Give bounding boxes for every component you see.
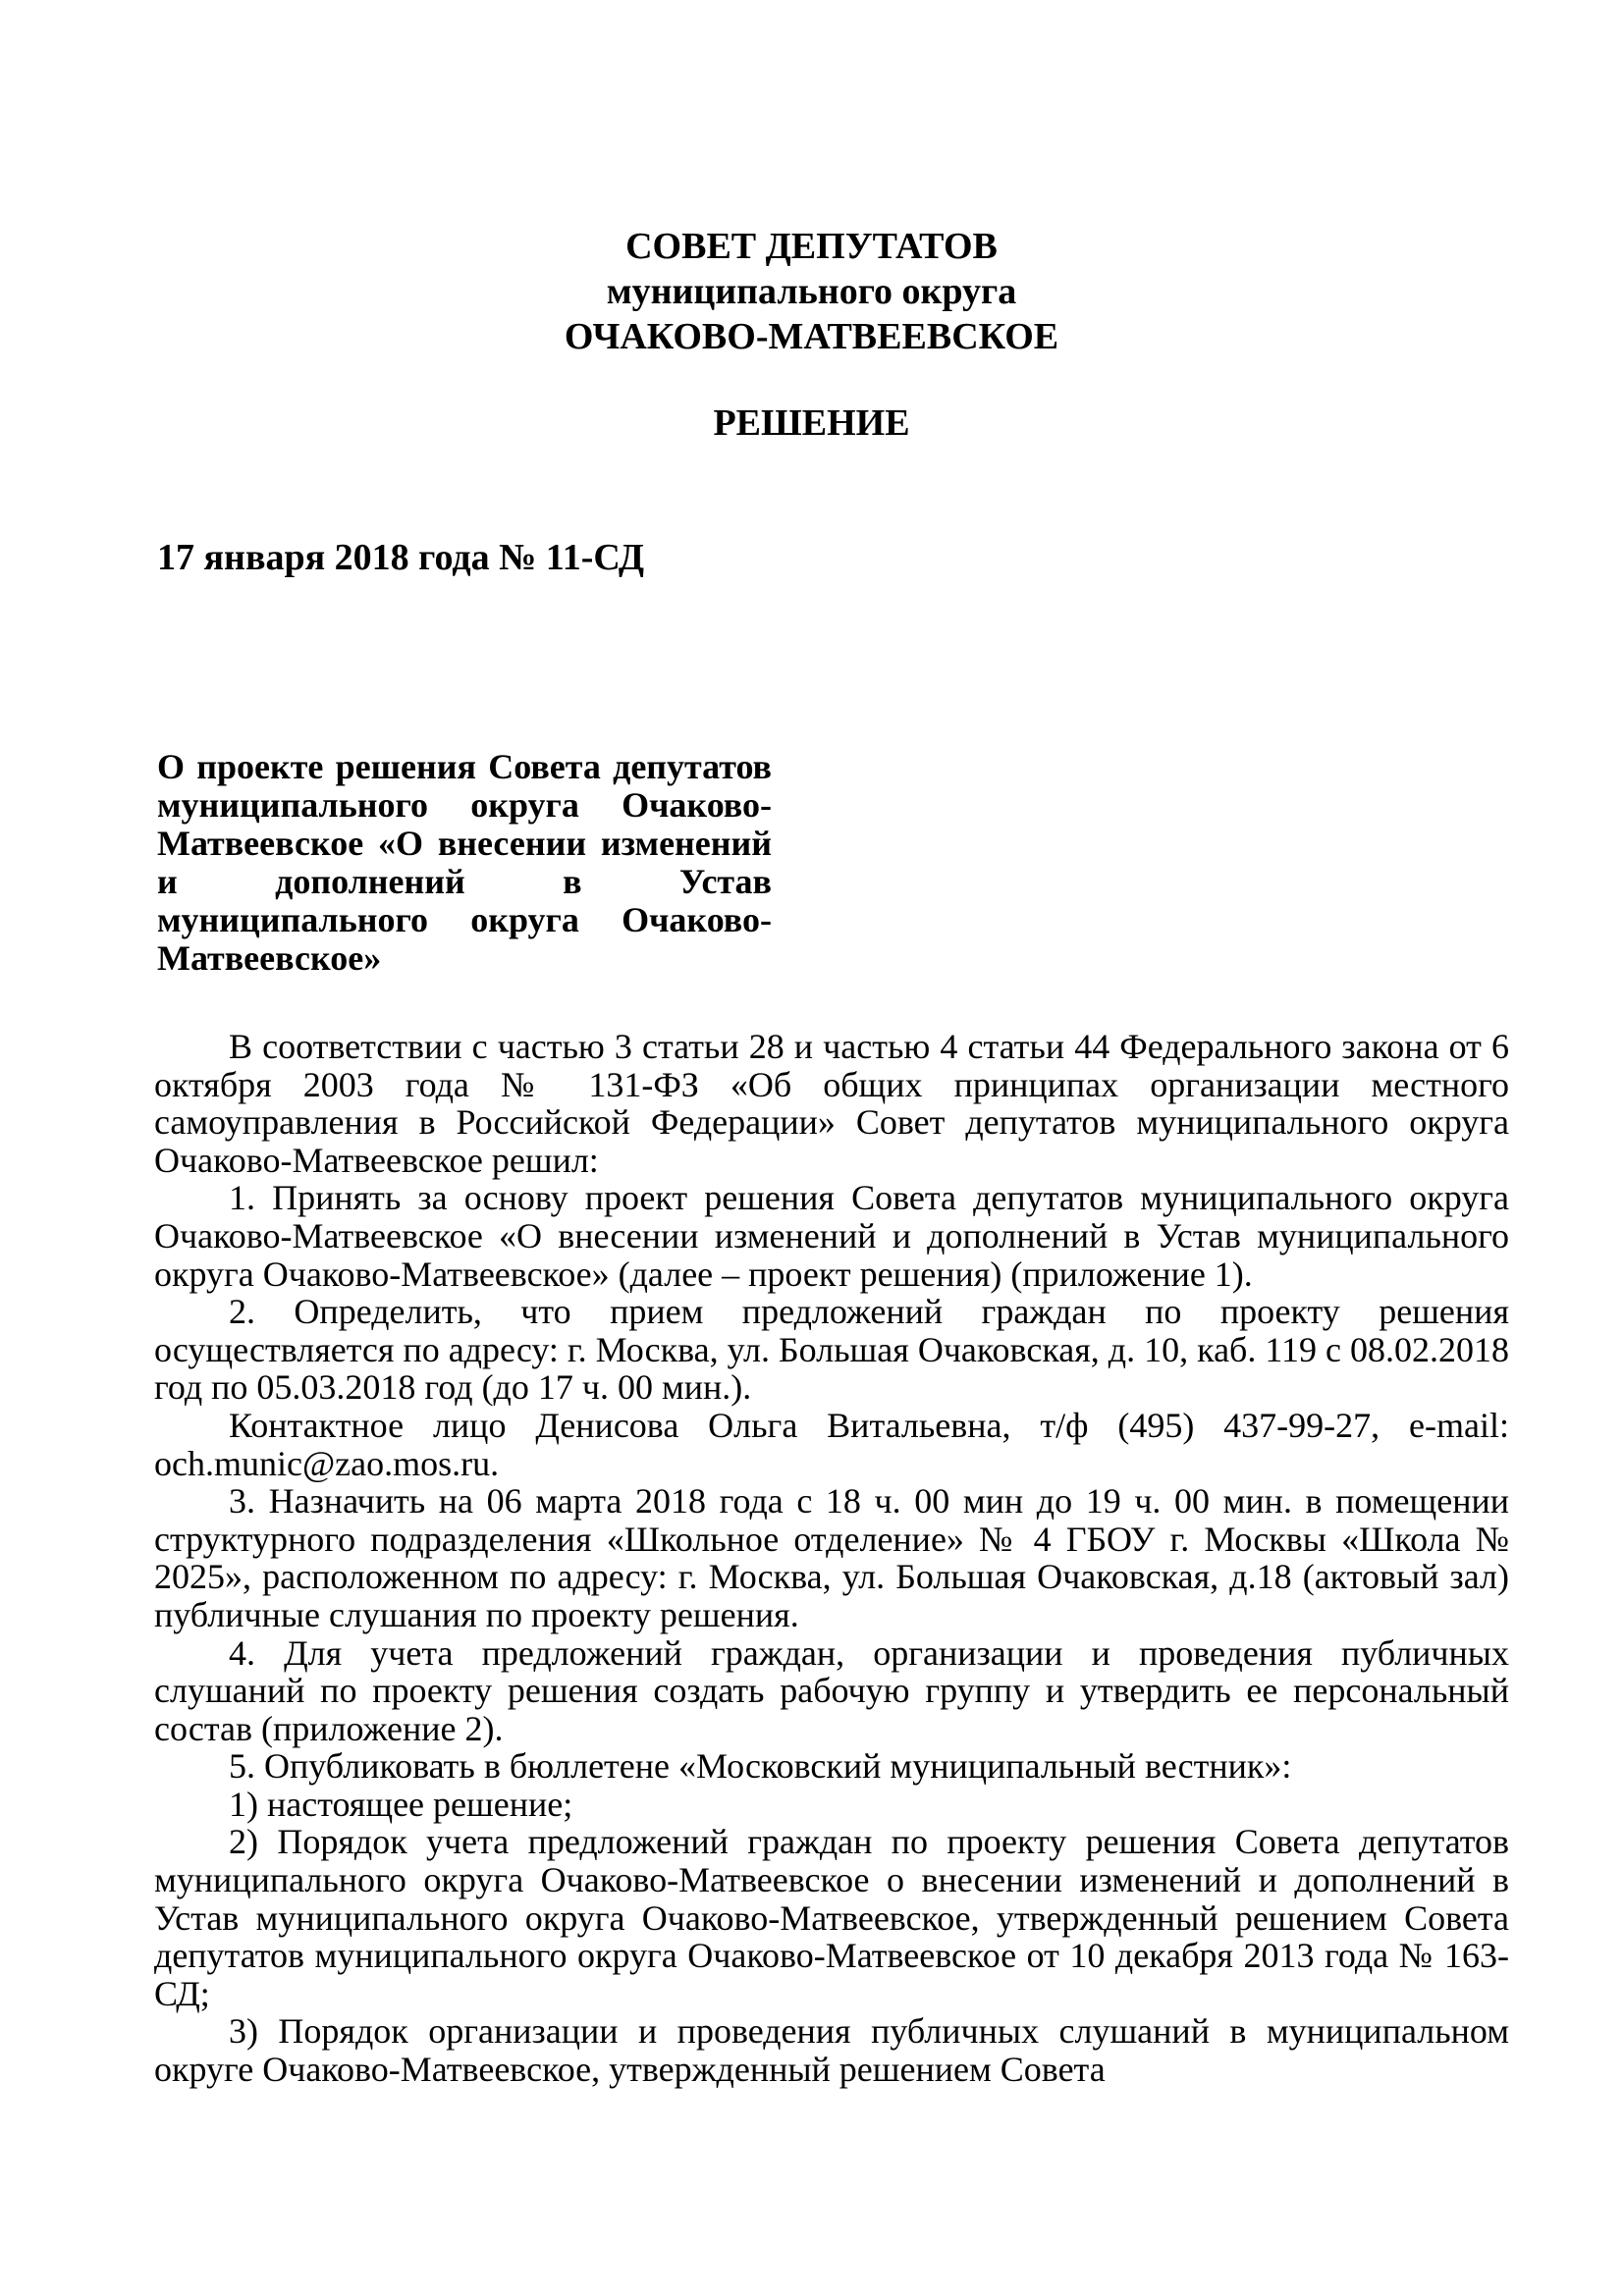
document-body [154,1028,1509,2089]
clause-5-paragraph: 5. Опубликовать в бюллетене «Московский муниципальный вестник»: [229,1746,1292,1787]
clause-3-paragraph: 3. Назначить на 06 марта 2018 года с 18 ч. 00 мин до 19 ч. 00 мин. в помещении структурного подразделения «Школьное отделение» № 4 ГБОУ г. Москвы «Школа № 2025», расположенном по адресу: г. Москва, ул. Большая Очаковская, д.18 (актовый зал) публичные слушания по проекту решения. [154,1481,1509,1634]
clause-2-paragraph: 2. Определить, что прием предложений граждан по проекту решения осуществляется по адресу: г. Москва, ул. Большая Очаковская, д. 10, каб. 119 с 08.02.2018 год по 05.03.2018 год (до 17 ч. 00 мин.). [154,1292,1510,1408]
decision-subject: О проекте решения Совета депутатов муниципального округа Очаково-Матвеевское «О внесении изменений и дополнений в Устав муниципального округа Очаково-Матвеевское» [157,747,772,978]
clause-5-item-3: 3) Порядок организации и проведения публичных слушаний в муниципальном округе Очаково-Матвеевское, утвержденный решением Совета [154,2011,1509,2090]
clause-1-paragraph: 1. Принять за основу проект решения Совета депутатов муниципального округа Очаково-Матвеевское «О внесении изменений и дополнений в Устав муниципального округа Очаково-Матвеевское» (далее – проект решения) (приложение 1). [154,1178,1509,1294]
document-type-title: РЕШЕНИЕ [713,402,910,444]
clause-5-item-2: 2) Порядок учета предложений граждан по проекту решения Совета депутатов муниципального округа Очаково-Матвеевское о внесении изменений и дополнений в Устав муниципального округа Очаково-Матвеевское, утвержденный решением Совета депутатов муниципального округа Очаково-Матвеевское от 10 декабря 2013 года № 163-СД; [154,1822,1509,2013]
district-type: муниципального округа [606,271,1017,312]
contact-paragraph: Контактное лицо Денисова Ольга Витальевна, т/ф (495) 437-99-27, e-mail: och.munic@zao.mos.ru. [154,1405,1509,1483]
clause-4-paragraph: 4. Для учета предложений граждан, организации и проведения публичных слушаний по проекту решения создать рабочую группу и утвердить ее персональный состав (приложение 2). [154,1632,1509,1748]
clause-5-item-1: 1) настоящее решение; [229,1784,573,1824]
preamble-paragraph: В соответствии с частью 3 статьи 28 и частью 4 статьи 44 Федерального закона от 6 октября 2003 года № 131-ФЗ «Об общих принципах организации местного самоуправления в Российской Федерации» Совет депутатов муниципального округа Очаково-Матвеевское решил: [154,1027,1509,1180]
council-title: СОВЕТ ДЕПУТАТОВ [625,226,998,267]
district-name: ОЧАКОВО-МАТВЕЕВСКОЕ [564,316,1059,357]
decision-date-number: 17 января 2018 года № 11-СД [157,537,645,578]
document-header [0,224,1623,359]
